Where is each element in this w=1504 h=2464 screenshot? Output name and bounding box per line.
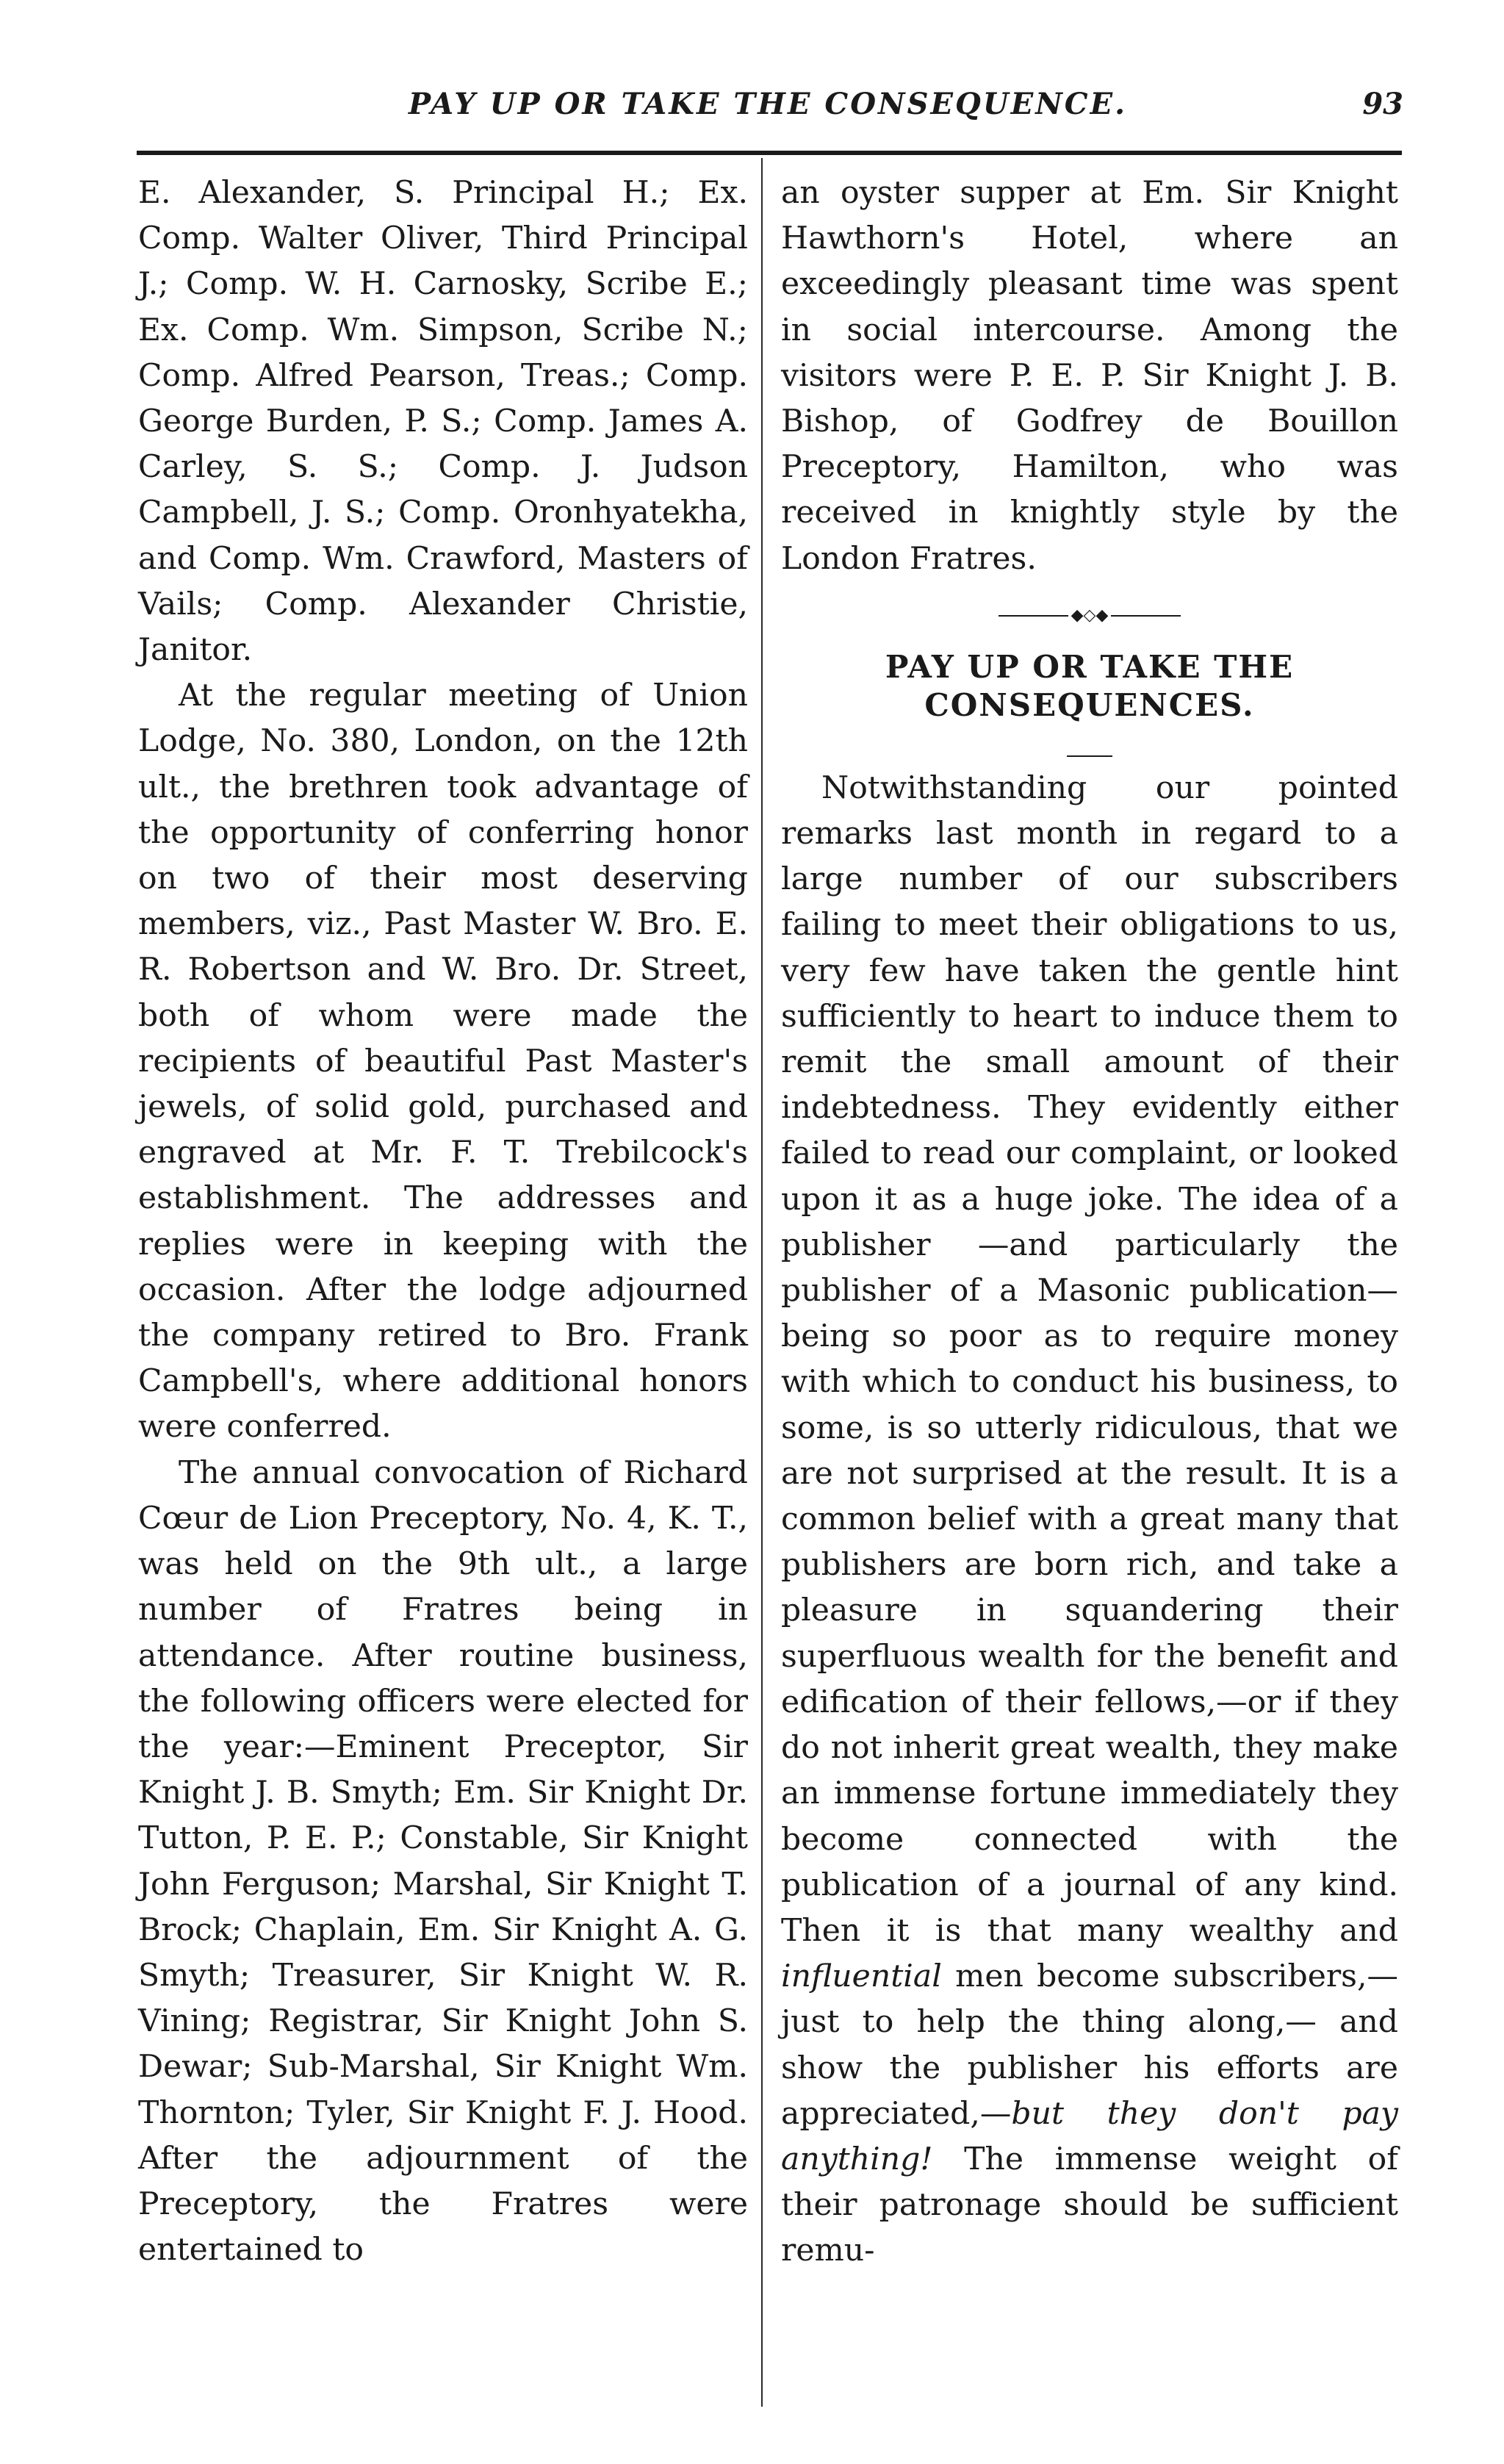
pay-up-paragraph: [781, 766, 1398, 2274]
union-lodge-paragraph: At the regular meeting of Union Lodge, No. 380, London, on the 12th ult., the brethren took advantage of the opportunity of conferring honor on two of their most deserving members, viz., Past Master W. Bro. E. R. Robertson and W. Bro. Dr. Street, both of whom were made the recipients of beautiful Past Master's jewels, of solid gold, purchased and engraved at Mr. F. T. Trebilcock's establishment. The addresses and replies were in keeping with the occasion. After the lodge adjourned the company retired to Bro. Frank Campbell's, where additional honors were conferred.: [138, 678, 748, 1445]
pay-up-text-1: Notwithstanding our pointed remarks last month in regard to a large number of our subscribers failing to meet their obligations to us, very few have taken the gentle hint sufficiently to heart to induce them to remit the small amount of their indebtedness. They evidently either failed to read our complaint, or looked upon it as a huge joke. The idea of a publisher —and particularly the publisher of a Masonic publication—being so poor as to require money with which to conduct his business, to some, is so utterly ridiculous, that we are not surprised at the result. It is a common belief with a great many that publishers are born rich, and take a pleasure in squandering their superfluous wealth for the benefit and edification of their fellows,—or if they do not inherit great wealth, they make an immense fortune immediately they become connected with the publication of a journal of any kind. Then it is that many wealthy and: [781, 769, 1398, 1949]
running-title: PAY UP OR TAKE THE CONSEQUENCE.: [409, 87, 1127, 121]
left-column: [138, 170, 748, 2273]
ornament-line-right: [1111, 615, 1181, 617]
dont-pay-italic: but they don't pay anything!: [781, 2095, 1398, 2177]
right-column: [781, 170, 1398, 2274]
section-ornament: [781, 582, 1398, 648]
officers-list-paragraph: E. Alexander, S. Principal H.; Ex. Comp. Walter Oliver, Third Principal J.; Comp. W. H. Carnosky, Scribe E.; Ex. Comp. Wm. Simpson, Scribe N.; Comp. Alfred Pearson, Treas.; Comp. George Burden, P. S.; Comp. James A. Carley, S. S.; Comp. J. Judson Campbell, J. S.; Comp. Oronhyatekha, and Comp. Wm. Crawford, Masters of Vails; Comp. Alexander Christie, Janitor.: [138, 175, 748, 669]
section-heading: PAY UP OR TAKE THE CONSEQUENCES.: [885, 648, 1295, 723]
ornament-line-left: [999, 615, 1068, 617]
running-head: [132, 87, 1403, 138]
column-divider: [761, 158, 763, 2407]
pay-up-text-2: men become subscribers,—just to help the thing along,— and show the publisher his efforts are appreciated,—: [781, 1958, 1398, 2132]
ornament-diamond-icon: ◆◇◆: [1071, 606, 1109, 625]
influential-italic: influential: [781, 1958, 942, 1995]
oyster-supper-paragraph: an oyster supper at Em. Sir Knight Hawthorn's Hotel, where an exceedingly pleasant time was spent in social intercourse. Among the visitors were P. E. P. Sir Knight J. B. Bishop, of Godfrey de Bouillon Preceptory, Hamilton, who was received in knightly style by the London Fratres.: [781, 175, 1398, 577]
heading-rule: [781, 725, 1398, 766]
header-rule: [137, 151, 1402, 155]
pay-up-text-3: The immense weight of their patronage should be sufficient remu-: [781, 2141, 1398, 2269]
preceptory-paragraph: The annual convocation of Richard Cœur de Lion Preceptory, No. 4, K. T., was held on the 9th ult., a large number of Fratres being in attendance. After routine business, the following officers were elected for the year:—Eminent Preceptor, Sir Knight J. B. Smyth; Em. Sir Knight Dr. Tutton, P. E. P.; Constable, Sir Knight John Ferguson; Marshal, Sir Knight T. Brock; Chaplain, Em. Sir Knight A. G. Smyth; Treasurer, Sir Knight W. R. Vining; Registrar, Sir Knight John S. Dewar; Sub-Marshal, Sir Knight Wm. Thornton; Tyler, Sir Knight F. J. Hood. After the adjournment of the Preceptory, the Fratres were entertained to: [138, 1454, 748, 2269]
page-number: 93: [1362, 87, 1403, 121]
